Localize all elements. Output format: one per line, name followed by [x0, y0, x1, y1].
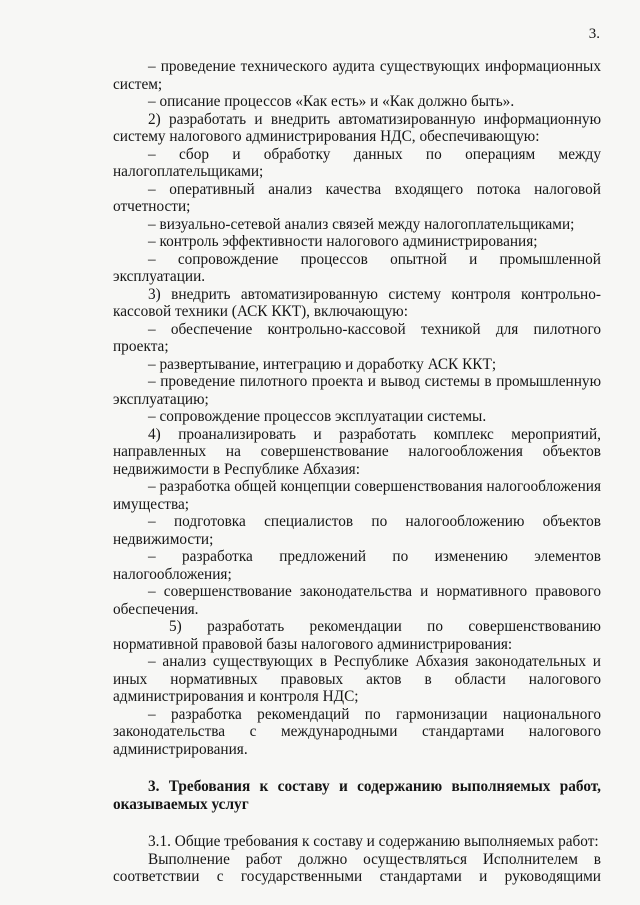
paragraph: – проведение пилотного проекта и вывод системы в промышленную эксплуатацию;: [113, 373, 601, 408]
paragraph: – сопровождение процессов эксплуатации системы.: [148, 408, 487, 425]
paragraph: – разработка общей концепции совершенствования налогообложения имущества;: [113, 478, 601, 513]
paragraph: – обеспечение контрольно-кассовой техникой для пилотного проекта;: [113, 320, 601, 355]
page-number: 3.: [588, 26, 600, 42]
paragraph: 3) внедрить автоматизированную систему контроля контрольно-кассовой техники (АСК ККТ), включающую:: [113, 285, 601, 320]
paragraph: – сбор и обработку данных по операциям между налогоплательщиками;: [113, 145, 601, 180]
paragraph: – описание процессов «Как есть» и «Как должно быть».: [148, 93, 515, 110]
paragraph: Выполнение работ должно осуществляться Исполнителем в соответствии с государственными стандартами и руководящими: [113, 850, 601, 885]
paragraph: – разработка предложений по изменению элементов налогообложения;: [113, 548, 601, 583]
section-heading: 3. Требования к составу и содержанию выполняемых работ, оказываемых услуг: [113, 778, 601, 813]
paragraph: – разработка рекомендаций по гармонизации национального законодательства с международными стандартами налогового администрирования.: [113, 705, 601, 758]
paragraph: – подготовка специалистов по налогообложению объектов недвижимости;: [113, 513, 601, 548]
paragraph: – оперативный анализ качества входящего потока налоговой отчетности;: [113, 180, 601, 215]
paragraph: – контроль эффективности налогового администрирования;: [148, 233, 538, 250]
paragraph: – сопровождение процессов опытной и промышленной эксплуатации.: [113, 250, 601, 285]
paragraph: – визуально-сетевой анализ связей между налогоплательщиками;: [148, 215, 575, 233]
paragraph: 3.1. Общие требования к составу и содержанию выполняемых работ:: [148, 833, 599, 850]
paragraph: – развертывание, интеграцию и доработку АСК ККТ;: [148, 355, 497, 373]
paragraph: – проведение технического аудита существующих информационных систем;: [113, 58, 601, 93]
paragraph: – совершенствование законодательства и нормативного правового обеспечения.: [113, 583, 601, 618]
paragraph: 4) проанализировать и разработать комплекс мероприятий, направленных на совершенствование налогообложения объектов недвижимости в Республике Абхазия:: [113, 425, 601, 478]
document-body: [113, 58, 601, 886]
paragraph: – анализ существующих в Республике Абхазия законодательных и иных нормативных правовых актов в области налогового администрирования и контроля НДС;: [113, 653, 601, 705]
paragraph: 2) разработать и внедрить автоматизированную информационную систему налогового администрирования НДС, обеспечивающую:: [113, 110, 601, 145]
paragraph: 5) разработать рекомендации по совершенствованию нормативной правовой базы налогового администрирования:: [113, 618, 601, 653]
